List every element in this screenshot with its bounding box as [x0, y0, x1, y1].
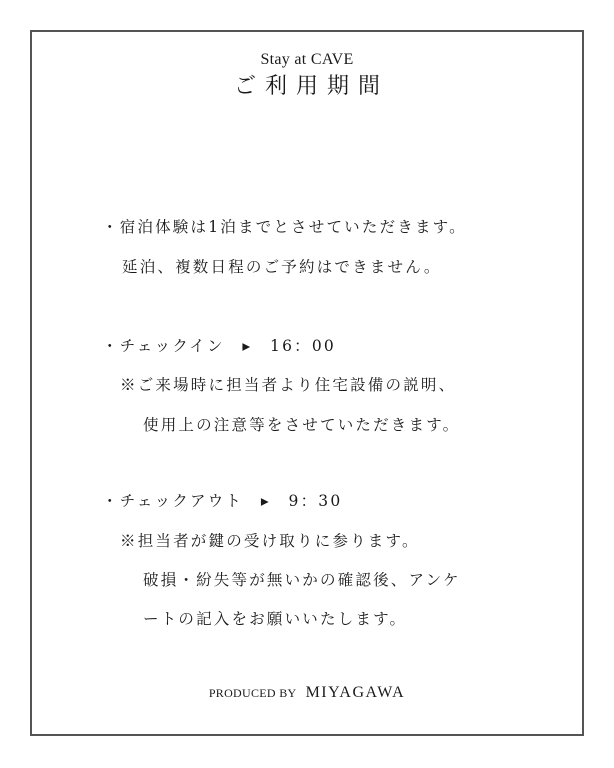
checkout-note-line-2: 破損・紛失等が無いかの確認後、アンケ [143, 571, 461, 589]
brand-name: MIYAGAWA [305, 684, 406, 701]
checkout-note-line-1: ※担当者が鍵の受け取りに参ります。 [120, 532, 420, 550]
checkout-line: ・チェックアウト ▸ 9：30 [102, 492, 343, 510]
stay-limit-line: ・宿泊体験は1泊までとさせていただきます。 [102, 218, 467, 236]
checkin-note-line-2: 使用上の注意等をさせていただきます。 [143, 416, 461, 434]
stay-extension-line: 延泊、複数日程のご予約はできません。 [122, 258, 442, 276]
checkin-line: ・チェックイン ▸ 16：00 [102, 337, 336, 355]
checkin-note-line-1: ※ご来場時に担当者より住宅設備の説明、 [120, 376, 457, 394]
produced-by-label: PRODUCED BY [208, 686, 297, 700]
header-subtitle: Stay at CAVE [260, 51, 354, 68]
page-title: ご利用期間 [233, 74, 389, 99]
footer [0, 682, 614, 702]
checkout-note-line-3: ートの記入をお願いいたします。 [143, 610, 408, 628]
